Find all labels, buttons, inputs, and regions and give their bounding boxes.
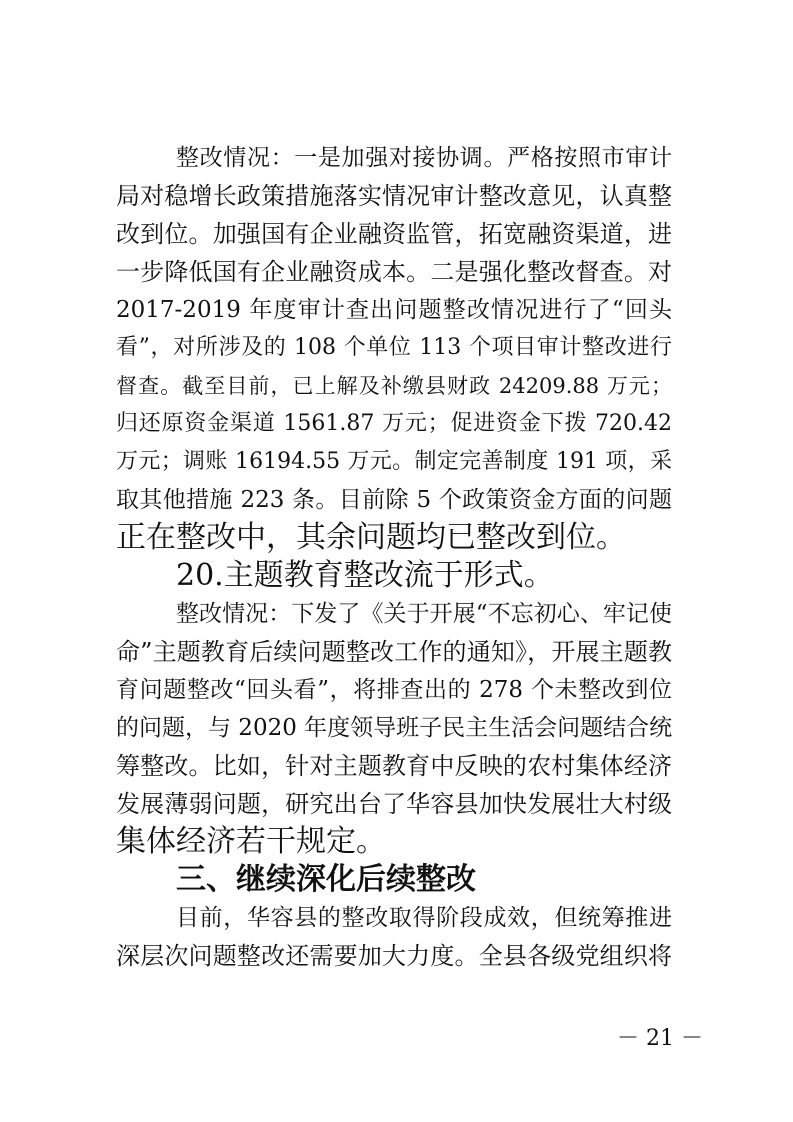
paragraph-1-line: 万元；调账 16194.55 万元。制定完善制度 191 项，采 [116,449,672,474]
section-3-heading: 三、继续深化后续整改 [176,862,476,897]
paragraph-2-line: 育问题整改“回头看”，将排查出的 278 个未整改到位 [116,677,672,703]
paragraph-1-line: 整改情况：一是加强对接协调。严格按照市审计 [176,145,672,171]
paragraph-1-line: 正在整改中，其余问题均已整改到位。 [116,520,626,555]
page-number: － 21 － [617,1026,703,1051]
paragraph-1-line: 改到位。加强国有企业融资监管，拓宽融资渠道，进 [116,220,672,248]
paragraph-1-line: 督查。截至目前，已上解及补缴县财政 24209.88 万元； [116,374,672,398]
paragraph-2-line: 集体经济若干规定。 [116,824,386,859]
paragraph-1-line: 一步降低国有企业融资成本。二是强化整改督查。对 [116,258,672,286]
paragraph-1-line: 2017-2019 年度审计查出问题整改情况进行了“回头 [116,297,672,323]
paragraph-1-line: 归还原资金渠道 1561.87 万元；促进资金下拨 720.42 [116,411,672,436]
paragraph-2-line: 筹整改。比如，针对主题教育中反映的农村集体经济 [116,752,672,780]
paragraph-3-line: 深层次问题整改还需要加大力度。全县各级党组织将 [116,942,672,970]
paragraph-1-line: 取其他措施 223 条。目前除 5 个政策资金方面的问题 [116,487,672,513]
paragraph-2-line: 整改情况：下发了《关于开展“不忘初心、牢记使 [176,601,672,627]
paragraph-1-line: 局对稳增长政策措施落实情况审计整改意见，认真整 [116,182,672,210]
paragraph-2-line: 的问题，与 2020 年度领导班子民主生活会问题结合统 [116,715,673,741]
paragraph-3-line: 目前，华容县的整改取得阶段成效，但统筹推进 [176,905,672,931]
paragraph-2-line: 命”主题教育后续问题整改工作的通知》，开展主题教 [116,638,672,666]
item-20-title: 20.主题教育整改流于形式。 [176,558,554,593]
paragraph-1-line: 看”，对所涉及的 108 个单位 113 个项目审计整改进行 [116,335,672,360]
paragraph-2-line: 发展薄弱问题，研究出台了华容县加快发展壮大村级 [116,790,672,818]
